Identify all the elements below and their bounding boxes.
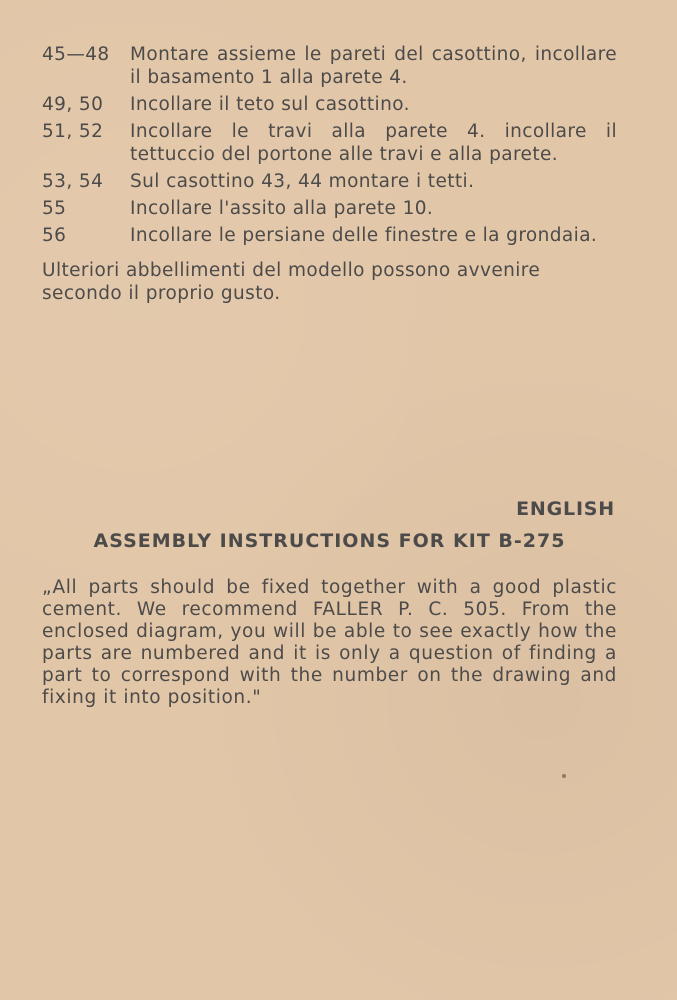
- italian-note: Ulteriori abbellimenti del modello possono avvenire secondo il proprio gusto.: [42, 260, 541, 304]
- language-label: ENGLISH: [516, 498, 615, 520]
- italian-instructions: [42, 43, 617, 305]
- section-title: ASSEMBLY INSTRUCTIONS FOR KIT B-275: [93, 530, 566, 552]
- paper-speck: [562, 774, 566, 778]
- step-row: [42, 120, 617, 166]
- english-body-text: „All parts should be fixed together with a good plastic cement. We recommend FALLER P. C. 505. From the enclosed diagram, you will be able to see exactly how the parts are numbered and it is only a question of finding a part to correspond with the number on the drawing and fixing it into position.": [42, 577, 617, 708]
- step-text: Incollare le persiane delle finestre e la grondaia.: [130, 225, 598, 246]
- step-number: 53, 54: [42, 171, 104, 192]
- step-row: [42, 43, 617, 89]
- step-number: 45—48: [42, 44, 110, 65]
- step-number: 55: [42, 198, 67, 219]
- step-row: [42, 224, 617, 247]
- step-number: 51, 52: [42, 121, 104, 142]
- step-text: Incollare l'assito alla parete 10.: [130, 198, 434, 219]
- step-text: Sul casottino 43, 44 montare i tetti.: [130, 171, 475, 192]
- step-text: Incollare le travi alla parete 4. incollare il tettuccio del portone alle travi e alla parete.: [130, 121, 617, 165]
- step-number: 56: [42, 225, 67, 246]
- step-row: [42, 170, 617, 193]
- step-row: [42, 197, 617, 220]
- step-text: Incollare il teto sul casottino.: [130, 94, 410, 115]
- step-text: Montare assieme le pareti del casottino, incollare il basamento 1 alla parete 4.: [130, 44, 617, 88]
- step-row: [42, 93, 617, 116]
- english-instructions: [42, 495, 617, 709]
- step-number: 49, 50: [42, 94, 104, 115]
